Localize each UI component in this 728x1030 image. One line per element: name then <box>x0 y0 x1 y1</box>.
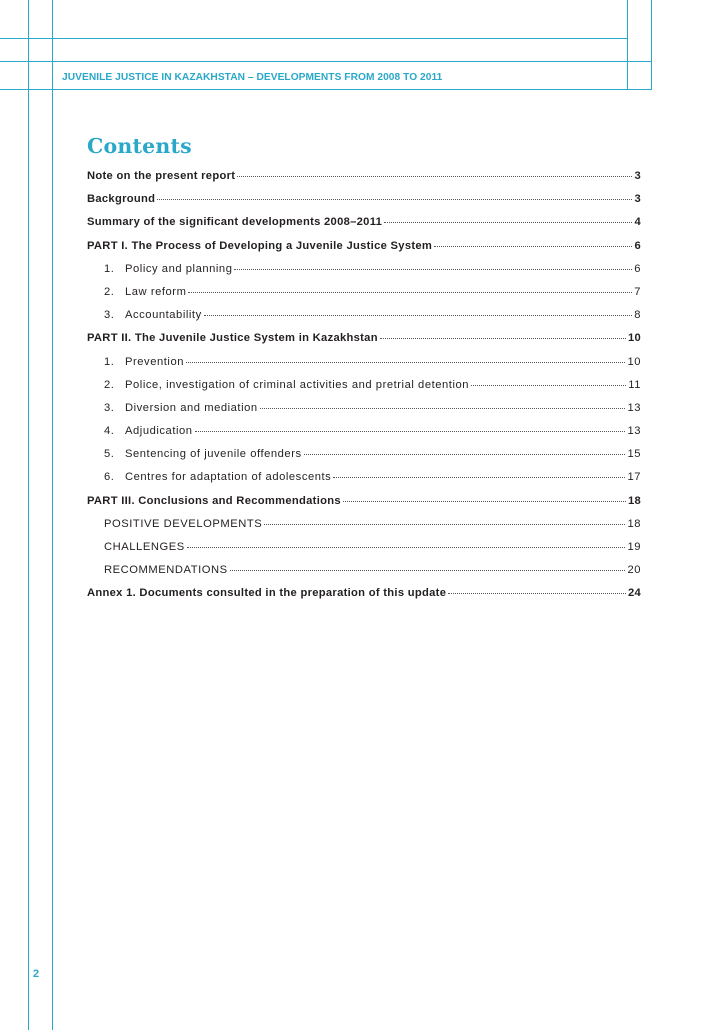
toc-entry-label: CHALLENGES <box>104 541 185 553</box>
dot-leader <box>380 338 626 339</box>
toc-entry-label: Background <box>87 193 156 206</box>
toc-entry-note[interactable] <box>87 170 641 193</box>
toc-entry-page: 13 <box>627 401 641 414</box>
contents-heading: Contents <box>87 134 192 158</box>
toc-entry-page: 8 <box>634 309 641 322</box>
toc-entry-number: 1. <box>104 355 115 368</box>
dot-leader <box>188 292 632 293</box>
toc-entry-number: 4. <box>104 425 115 438</box>
toc-entry-label: Policy and planning <box>125 262 233 275</box>
toc-entry-prevention[interactable] <box>87 356 641 379</box>
toc-entry-page: 3 <box>634 193 641 206</box>
dot-leader <box>157 199 632 200</box>
toc-entry-challenges[interactable] <box>87 541 641 564</box>
frame-line-header-bottom <box>0 89 652 90</box>
toc-entry-police[interactable] <box>87 379 641 402</box>
toc-entry-page: 10 <box>627 332 641 345</box>
dot-leader <box>448 593 626 594</box>
frame-line-left-inner <box>52 0 53 1030</box>
toc-entry-part-1[interactable] <box>87 240 641 263</box>
toc-entry-centres[interactable] <box>87 471 641 494</box>
dot-leader <box>186 362 625 363</box>
dot-leader <box>304 454 626 455</box>
dot-leader <box>230 570 626 571</box>
toc-entry-page: 6 <box>634 239 641 252</box>
toc-entry-label: Police, investigation of criminal activities and pretrial detention <box>125 378 470 391</box>
frame-line-top-2 <box>0 61 652 62</box>
toc-entry-accountability[interactable] <box>87 309 641 332</box>
toc-entry-page: 13 <box>627 425 641 438</box>
frame-line-top-1 <box>0 38 628 39</box>
toc-entry-label: Accountability <box>125 309 202 322</box>
toc-entry-label: POSITIVE DEVELOPMENTS <box>104 517 263 530</box>
toc-entry-label: PART I. The Process of Developing a Juvenile Justice System <box>87 239 433 252</box>
toc-entry-label: Centres for adaptation of adolescents <box>125 471 332 484</box>
toc-entry-page: 18 <box>627 517 641 530</box>
toc-entry-law-reform[interactable] <box>87 286 641 309</box>
page-number: 2 <box>33 968 40 980</box>
toc-entry-label: Sentencing of juvenile offenders <box>125 448 302 461</box>
toc-entry-label: RECOMMENDATIONS <box>104 564 228 577</box>
toc-entry-background[interactable] <box>87 193 641 216</box>
toc-entry-summary[interactable] <box>87 216 641 239</box>
toc-entry-page: 20 <box>627 564 641 577</box>
toc-entry-page: 11 <box>628 378 641 391</box>
dot-leader <box>471 385 626 386</box>
frame-line-right-outer <box>651 0 652 90</box>
toc-entry-label: Summary of the significant developments 2008–2011 <box>87 216 383 229</box>
toc-entry-number: 2. <box>104 378 115 391</box>
frame-line-left-outer <box>28 0 29 1030</box>
toc-entry-number: 2. <box>104 285 115 298</box>
toc-entry-adjudication[interactable] <box>87 425 641 448</box>
dot-leader <box>343 501 626 502</box>
toc-entry-sentencing[interactable] <box>87 448 641 471</box>
toc-entry-page: 6 <box>634 262 641 275</box>
dot-leader <box>264 524 625 525</box>
toc-entry-part-2[interactable] <box>87 332 641 355</box>
toc-entry-label: Annex 1. Documents consulted in the preparation of this update <box>87 587 447 600</box>
dot-leader <box>204 315 632 316</box>
frame-line-right-inner <box>627 0 628 90</box>
dot-leader <box>333 477 625 478</box>
toc-entry-page: 19 <box>627 541 641 553</box>
toc-entry-page: 4 <box>634 216 641 229</box>
toc-entry-page: 3 <box>634 170 641 182</box>
dot-leader <box>260 408 626 409</box>
toc-entry-label: Law reform <box>125 285 187 298</box>
dot-leader <box>384 222 632 223</box>
toc-entry-positive-developments[interactable] <box>87 518 641 541</box>
toc-entry-number: 3. <box>104 401 115 414</box>
toc-entry-diversion[interactable] <box>87 402 641 425</box>
toc-entry-label: Note on the present report <box>87 170 236 182</box>
toc-entry-policy-planning[interactable] <box>87 263 641 286</box>
dot-leader <box>195 431 626 432</box>
dot-leader <box>187 547 626 548</box>
toc-entry-recommendations[interactable] <box>87 564 641 587</box>
toc-entry-page: 17 <box>627 471 641 484</box>
toc-entry-label: Diversion and mediation <box>125 401 258 414</box>
toc-entry-annex-1[interactable] <box>87 587 641 610</box>
toc-entry-number: 5. <box>104 448 115 461</box>
toc-entry-number: 6. <box>104 471 115 484</box>
dot-leader <box>434 246 632 247</box>
toc-entry-page: 10 <box>627 355 641 368</box>
toc-entry-label: Prevention <box>125 355 184 368</box>
dot-leader <box>234 269 632 270</box>
toc-entry-page: 24 <box>627 587 641 600</box>
toc-entry-part-3[interactable] <box>87 495 641 518</box>
toc-entry-label: Adjudication <box>125 425 193 438</box>
table-of-contents <box>87 170 641 611</box>
toc-entry-page: 18 <box>627 494 641 507</box>
toc-entry-label: PART III. Conclusions and Recommendations <box>87 494 341 507</box>
toc-entry-page: 15 <box>627 448 641 461</box>
running-header: JUVENILE JUSTICE IN KAZAKHSTAN – DEVELOPMENTS FROM 2008 TO 2011 <box>62 72 443 83</box>
toc-entry-number: 1. <box>104 262 115 275</box>
dot-leader <box>237 176 632 177</box>
toc-entry-label: PART II. The Juvenile Justice System in Kazakhstan <box>87 332 378 345</box>
toc-entry-page: 7 <box>634 285 641 298</box>
toc-entry-number: 3. <box>104 309 115 322</box>
